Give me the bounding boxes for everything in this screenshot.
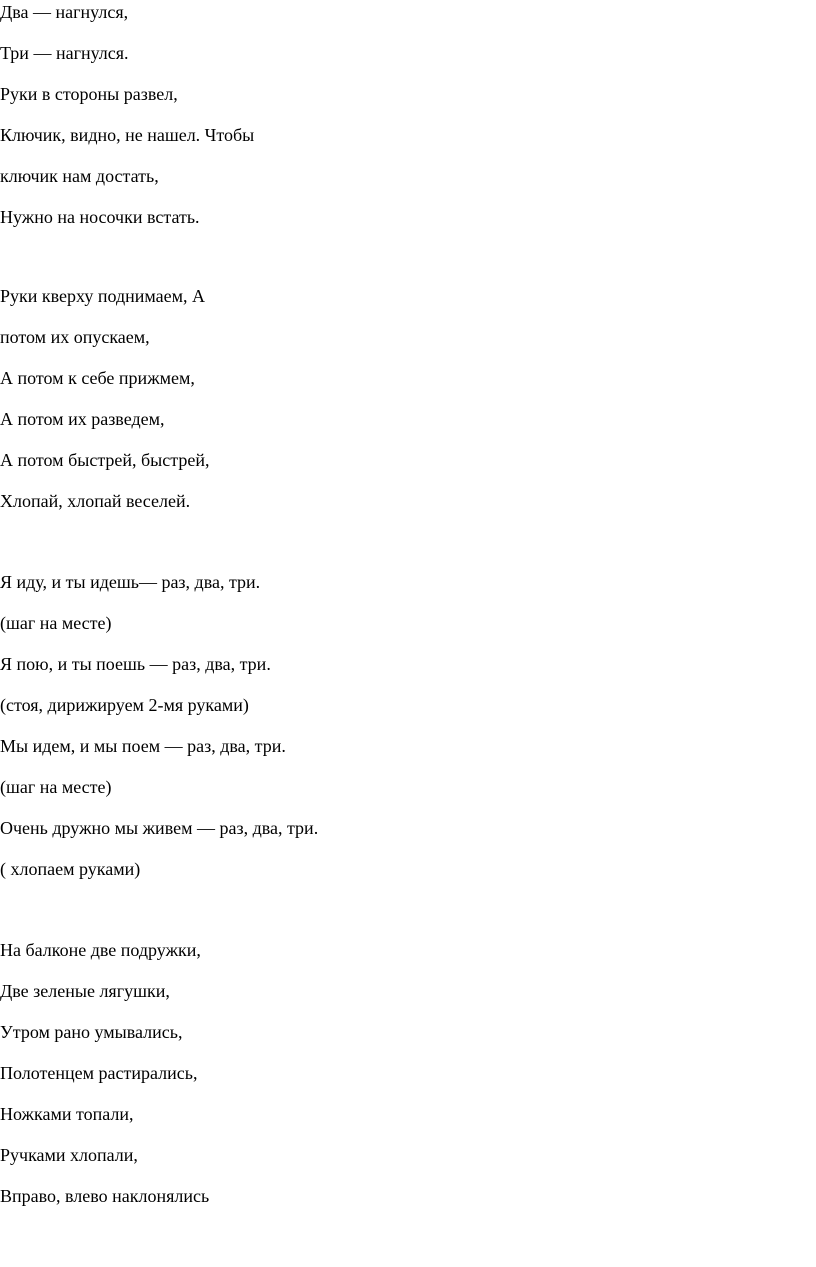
stanza-2-line-6: Хлопай, хлопай веселей. bbox=[0, 491, 191, 511]
stanza-1-line-1: Два — нагнулся, bbox=[0, 2, 129, 22]
stanza-1-line-6: Нужно на носочки встать. bbox=[0, 207, 200, 227]
stanza-4-line-4: Полотенцем растирались, bbox=[0, 1063, 198, 1083]
stanza-1-line-2: Три — нагнулся. bbox=[0, 43, 129, 63]
stanza-1-line-4: Ключик, видно, не нашел. Чтобы bbox=[0, 125, 255, 145]
stanza-4-line-3: Утром рано умывались, bbox=[0, 1022, 183, 1042]
stanza-1-line-3: Руки в стороны развел, bbox=[0, 84, 178, 104]
stanza-2-line-5: А потом быстрей, быстрей, bbox=[0, 450, 210, 470]
stanza-2-line-4: А потом их разведем, bbox=[0, 409, 165, 429]
stanza-3-line-1: Я иду, и ты идешь— раз, два, три. bbox=[0, 572, 261, 592]
stanza-4-line-6: Ручками хлопали, bbox=[0, 1145, 138, 1165]
stanza-3-line-6: (шаг на месте) bbox=[0, 777, 112, 797]
stanza-4-line-1: На балконе две подружки, bbox=[0, 940, 201, 960]
stanza-2-line-1: Руки кверху поднимаем, А bbox=[0, 286, 206, 306]
stanza-4-line-5: Ножками топали, bbox=[0, 1104, 134, 1124]
stanza-3-line-2: (шаг на месте) bbox=[0, 613, 112, 633]
stanza-3-line-4: (стоя, дирижируем 2-мя руками) bbox=[0, 695, 249, 715]
stanza-1-line-5: ключик нам достать, bbox=[0, 166, 159, 186]
stanza-4-line-7: Вправо, влево наклонялись bbox=[0, 1186, 210, 1206]
stanza-2-line-2: потом их опускаем, bbox=[0, 327, 150, 347]
stanza-2-line-3: А потом к себе прижмем, bbox=[0, 368, 195, 388]
stanza-4-line-2: Две зеленые лягушки, bbox=[0, 981, 170, 1001]
stanza-3-line-5: Мы идем, и мы поем — раз, два, три. bbox=[0, 736, 286, 756]
stanza-3-line-8: ( хлопаем руками) bbox=[0, 859, 141, 879]
stanza-3-line-3: Я пою, и ты поешь — раз, два, три. bbox=[0, 654, 271, 674]
stanza-3-line-7: Очень дружно мы живем — раз, два, три. bbox=[0, 818, 319, 838]
